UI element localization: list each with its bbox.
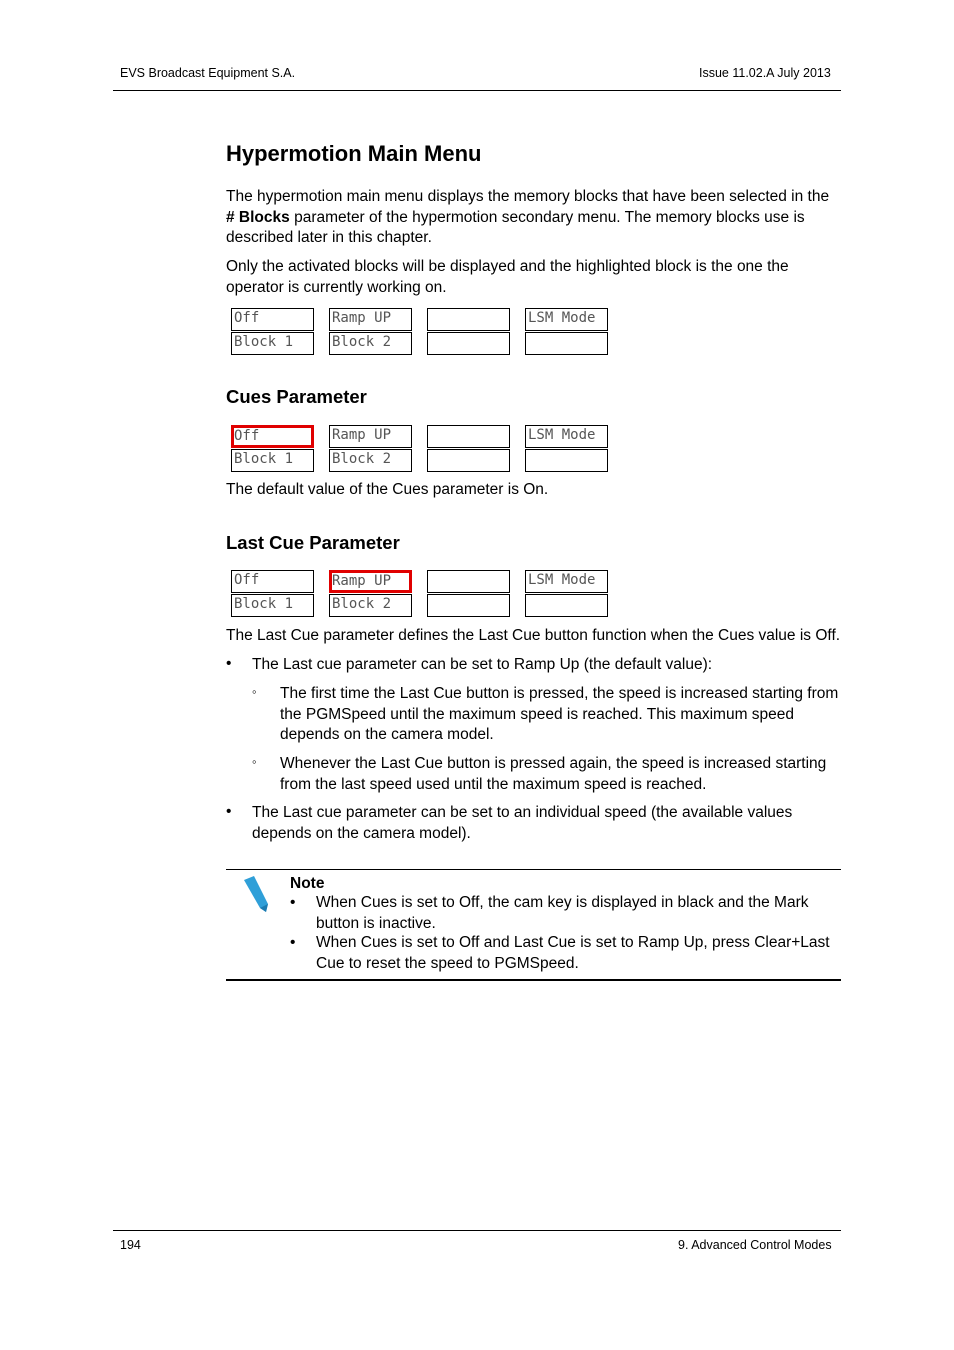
sub1-line2: the PGMSpeed until the maximum speed is reached. This maximum speed [280, 705, 795, 723]
last-cue-description: The Last Cue parameter defines the Last Cue button function when the Cues value is Off. [226, 627, 841, 644]
menu-cell-lsm-mode: LSM Mode [525, 570, 608, 593]
sub2-line2: from the last speed used until the maximum speed is reached. [280, 775, 707, 793]
para2-line2: operator is currently working on. [226, 278, 447, 296]
intro-text-3: described later in this chapter. [226, 229, 432, 246]
note-bullet-marker: • [290, 894, 296, 911]
bullet2-line2: depends on the camera model). [252, 824, 471, 842]
menu-cell-lsm-bottom [525, 594, 608, 617]
sub2-line1: Whenever the Last Cue button is pressed again, the speed is increased starting [280, 755, 827, 772]
sub1-line3: depends on the camera model. [280, 726, 494, 743]
header-divider [113, 90, 841, 91]
pencil-icon [240, 874, 272, 919]
header-issue: Issue 11.02.A July 2013 [699, 66, 831, 80]
bullet2-line1: The Last cue parameter can be set to an individual speed (the available values [252, 804, 793, 821]
menu-cell-empty-bottom [427, 449, 510, 472]
menu-cell-block2: Block 2 [329, 449, 412, 472]
menu-cell-empty-top [427, 308, 510, 331]
sub-bullet-marker: ◦ [252, 754, 257, 769]
note-title: Note [290, 875, 325, 892]
bullet-marker: • [226, 803, 232, 820]
sub-bullet-marker: ◦ [252, 684, 257, 699]
note-bottom-rule [226, 979, 841, 981]
intro-text-1: The hypermotion main menu displays the memory blocks that have been selected in the [226, 188, 830, 205]
menu-cell-lsm-bottom [525, 332, 608, 355]
intro-paragraph [226, 187, 841, 249]
bullet-ramp-up: The Last cue parameter can be set to Ramp Up (the default value): [252, 656, 713, 673]
note-item-reset-speed [316, 933, 830, 974]
page-number: 194 [120, 1238, 141, 1252]
menu-cell-empty-bottom [427, 332, 510, 355]
menu-cell-empty-bottom [427, 594, 510, 617]
menu-cell-off-highlighted: Off [231, 425, 314, 448]
cues-default-text: The default value of the Cues parameter is On. [226, 481, 549, 498]
footer-divider [113, 1230, 841, 1231]
menu-cell-lsm-bottom [525, 449, 608, 472]
menu-cell-off: Off [231, 308, 314, 331]
menu-cell-lsm-mode: LSM Mode [525, 425, 608, 448]
chapter-name: 9. Advanced Control Modes [678, 1238, 832, 1252]
menu-cell-block1: Block 1 [231, 449, 314, 472]
intro-bold-blocks: # Blocks [226, 208, 290, 226]
note-bullet-marker: • [290, 934, 296, 951]
note-top-rule [226, 869, 841, 870]
note2-line1: When Cues is set to Off and Last Cue is set to Ramp Up, press Clear+Last [316, 934, 830, 951]
menu-cell-ramp-up: Ramp UP [329, 425, 412, 448]
menu-cell-ramp-up: Ramp UP [329, 308, 412, 331]
bullet-marker: • [226, 655, 232, 672]
note1-line2: button is inactive. [316, 914, 436, 932]
sub-bullet-pressed-again [280, 754, 826, 795]
note2-line2: Cue to reset the speed to PGMSpeed. [316, 954, 579, 972]
menu-cell-empty-top [427, 425, 510, 448]
note-item-cam-key [316, 893, 809, 934]
cues-heading: Cues Parameter [226, 386, 367, 407]
menu-cell-lsm-mode: LSM Mode [525, 308, 608, 331]
menu-cell-empty-top [427, 570, 510, 593]
last-cue-heading: Last Cue Parameter [226, 532, 400, 553]
menu-cell-block2: Block 2 [329, 332, 412, 355]
page-title: Hypermotion Main Menu [226, 141, 482, 166]
activated-blocks-paragraph [226, 257, 841, 298]
para2-line1: Only the activated blocks will be displayed and the highlighted block is the one the [226, 258, 789, 275]
menu-cell-block1: Block 1 [231, 332, 314, 355]
sub-bullet-first-press [280, 684, 838, 746]
menu-cell-ramp-up-highlighted: Ramp UP [329, 570, 412, 593]
menu-cell-block2: Block 2 [329, 594, 412, 617]
bullet-individual-speed [252, 803, 792, 844]
header-company: EVS Broadcast Equipment S.A. [120, 66, 296, 80]
note1-line1: When Cues is set to Off, the cam key is displayed in black and the Mark [316, 894, 809, 911]
menu-cell-off: Off [231, 570, 314, 593]
intro-text-2: parameter of the hypermotion secondary menu. The memory blocks use is [294, 208, 805, 226]
sub1-line1: The first time the Last Cue button is pressed, the speed is increased starting from [280, 685, 839, 702]
menu-cell-block1: Block 1 [231, 594, 314, 617]
